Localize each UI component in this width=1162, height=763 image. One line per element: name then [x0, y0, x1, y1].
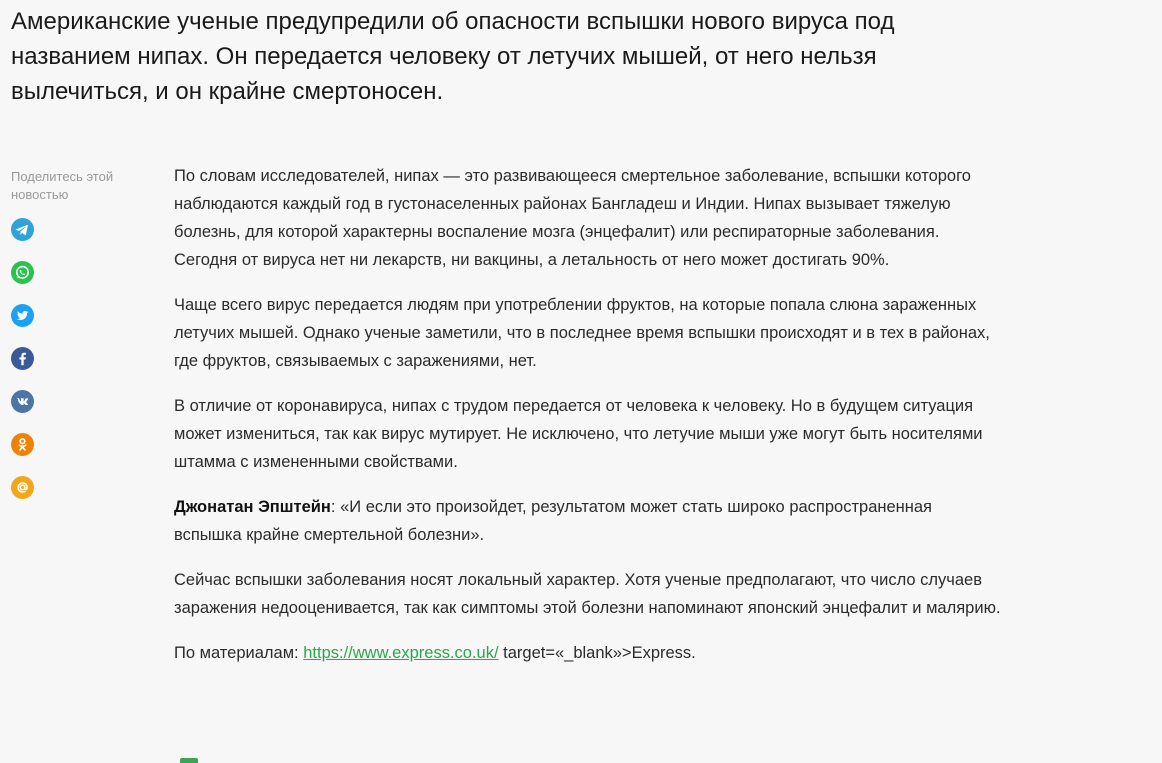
source-prefix: По материалам: — [174, 644, 304, 662]
source-suffix: target=«_blank»>Express. — [498, 644, 696, 662]
article-paragraph-2: Чаще всего вирус передается людям при употреблении фруктов, на которые попала слюна зараженных летучих мышей. Однако ученые заметили, что в последнее время вспышки происходят и в тех в районах, где фруктов, связываемых с заражениями, нет. — [174, 296, 990, 370]
article-headline: Американские ученые предупредили об опасности вспышки нового вируса под названием нипах. Он передается человеку от летучих мышей, от него нельзя вылечиться, и он крайне смертоносен. — [11, 8, 895, 105]
whatsapp-icon[interactable] — [11, 261, 34, 284]
source-line — [174, 639, 1004, 667]
share-panel — [11, 168, 141, 519]
odnoklassniki-icon[interactable] — [11, 433, 34, 456]
article-paragraph-1: По словам исследователей, нипах — это развивающееся смертельное заболевание, вспышки которого наблюдаются каждый год в густонаселенных районах Бангладеш и Индии. Нипах вызывает тяжелую болезнь, для которой характерны воспаление мозга (энцефалит) или респираторные заболевания. Сегодня от вируса нет ни лекарств, ни вакцины, а летальность от него может достигать 90%. — [174, 167, 971, 269]
facebook-icon[interactable] — [11, 347, 34, 370]
share-label: Поделитесь этой новостью — [11, 169, 114, 202]
article-quote — [174, 493, 1004, 549]
article-body — [174, 162, 1004, 684]
email-icon[interactable] — [11, 476, 34, 499]
vk-icon[interactable] — [11, 390, 34, 413]
article-paragraph-3: В отличие от коронавируса, нипах с трудом передается от человека к человеку. Но в будущем ситуация может измениться, так как вирус мутирует. Не исключено, что летучие мыши уже могут быть носителями штамма с измененными свойствами. — [174, 397, 983, 471]
quote-author: Джонатан Эпштейн — [174, 498, 331, 516]
source-link[interactable]: https://www.express.co.uk/ — [303, 644, 499, 662]
article-paragraph-5: Сейчас вспышки заболевания носят локальный характер. Хотя ученые предполагают, что число случаев заражения недооценивается, так как симптомы этой болезни напоминают японский энцефалит и малярию. — [174, 571, 1001, 617]
telegram-icon[interactable] — [11, 218, 34, 241]
quote-text: : «И если это произойдет, результатом может стать широко распространенная вспышка крайне смертельной болезни». — [174, 498, 932, 544]
twitter-icon[interactable] — [11, 304, 34, 327]
partial-icon — [180, 758, 198, 763]
